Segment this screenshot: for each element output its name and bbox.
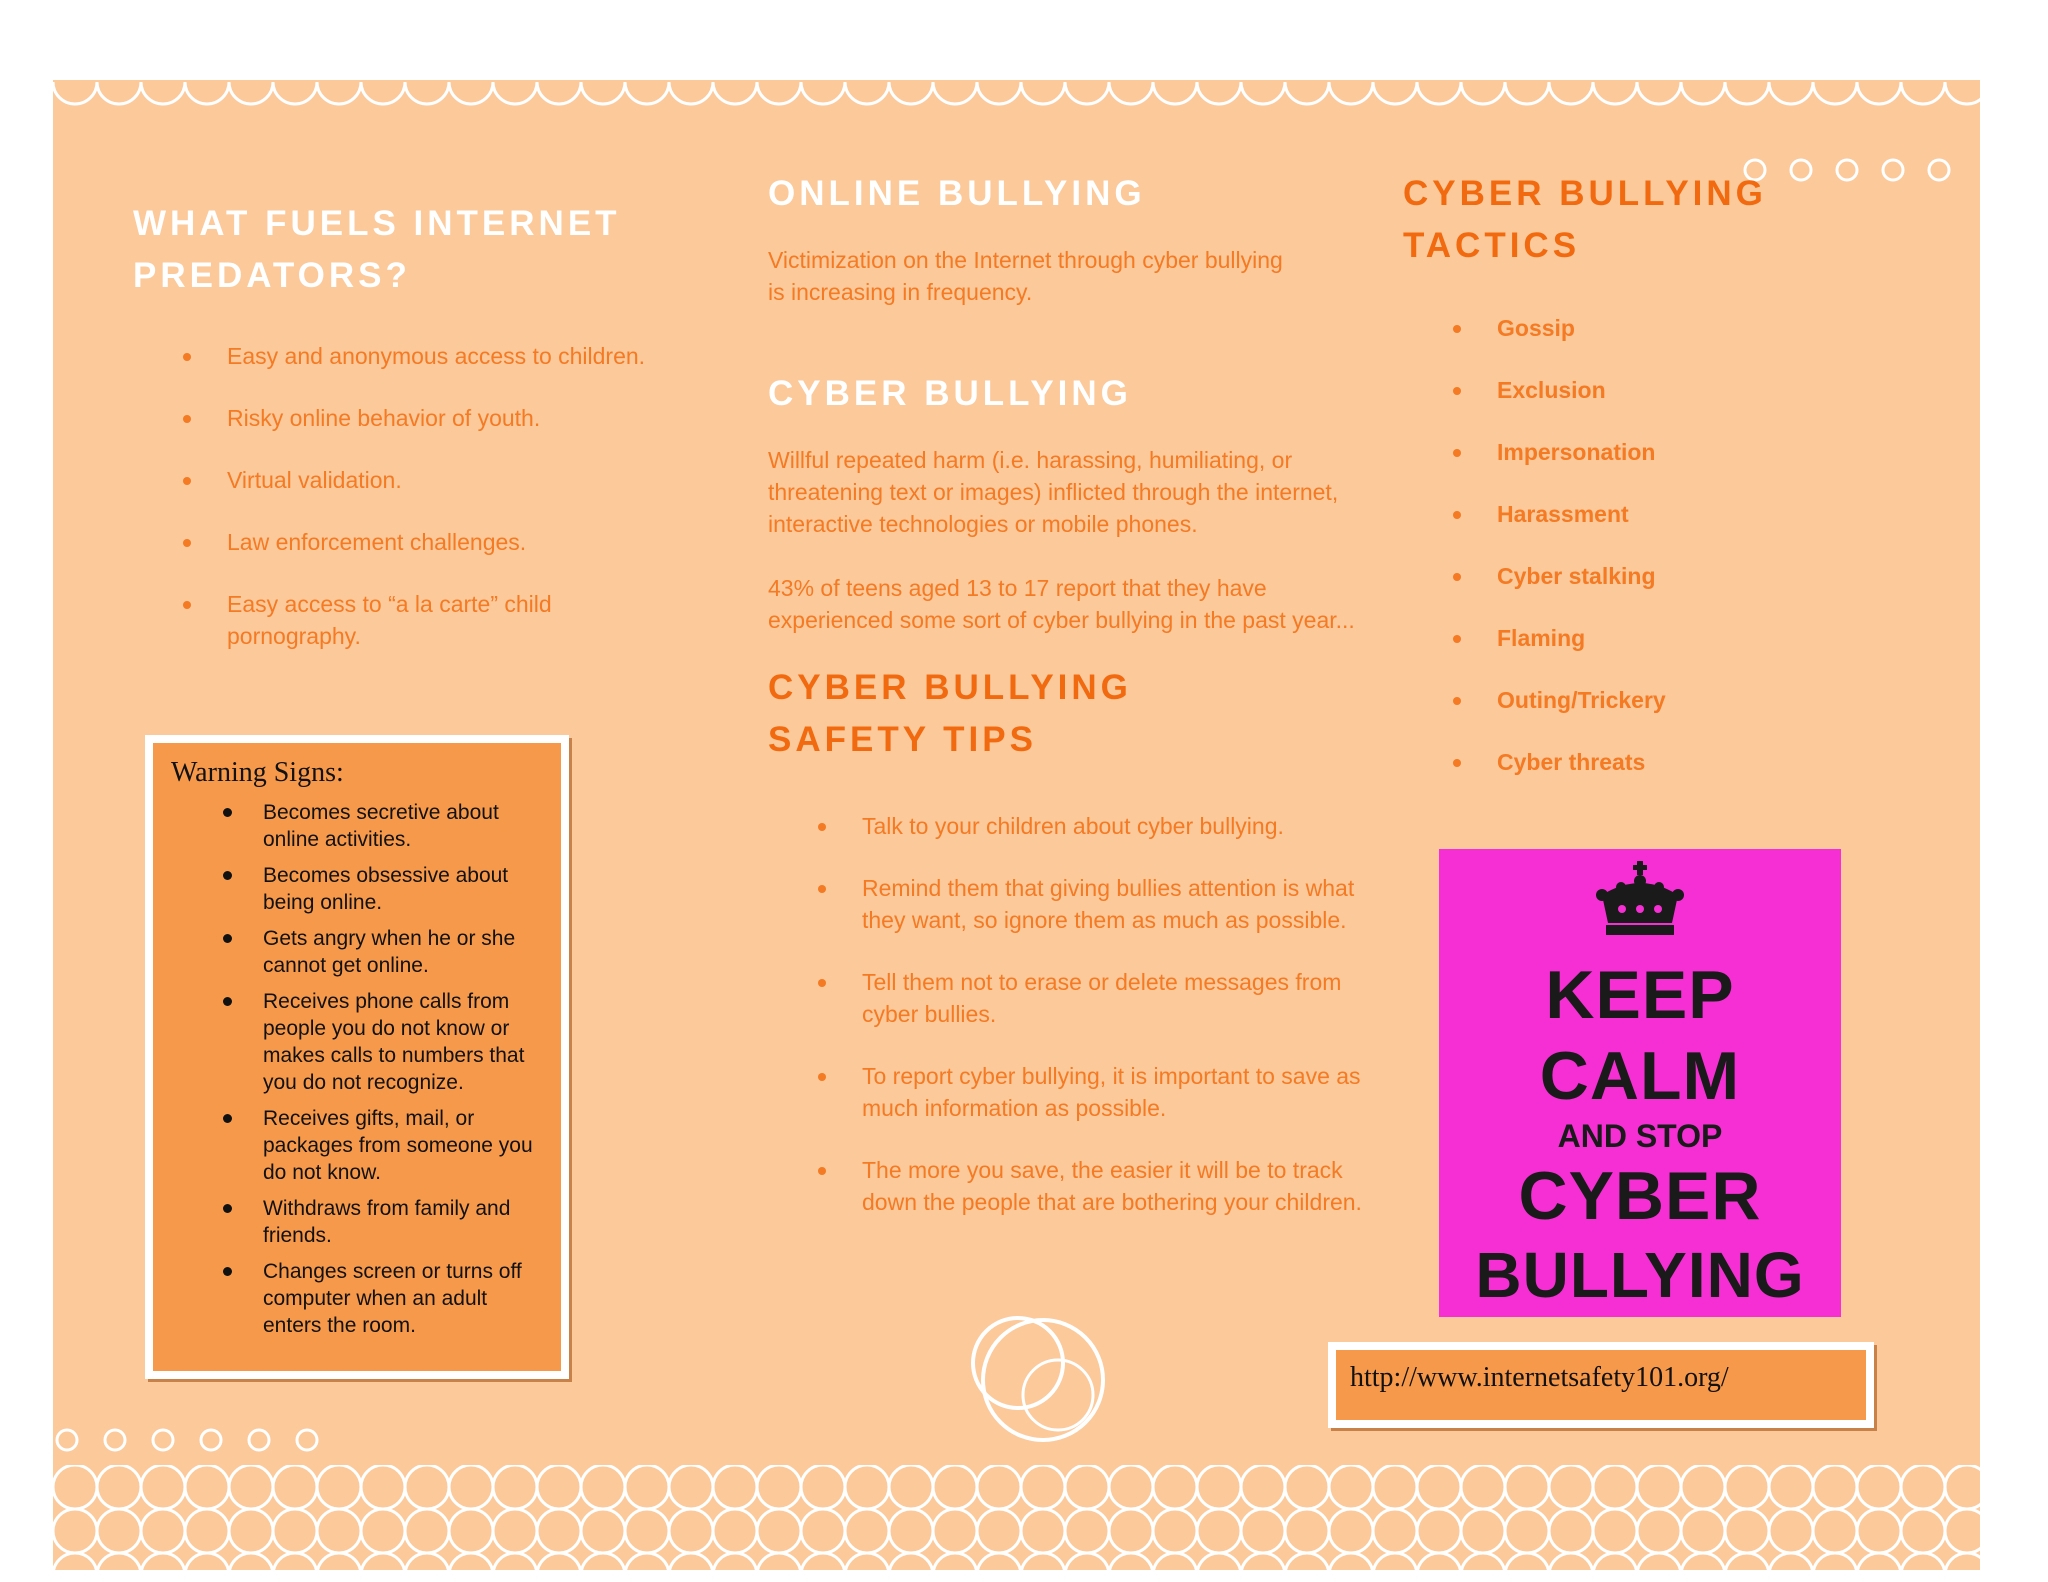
heading-line-2: PREDATORS? [133, 256, 411, 295]
heading-cyber-bullying: CYBER BULLYING [768, 374, 1132, 413]
warning-signs-list [153, 799, 561, 1339]
list-item: To report cyber bullying, it is important to save as much information as possible. [768, 1060, 1368, 1124]
predator-factors-list [133, 340, 693, 652]
middle-column [768, 168, 1368, 1248]
heading-line-1: CYBER BULLYING [768, 668, 1132, 707]
heading-line-2: SAFETY TIPS [768, 720, 1037, 759]
poster-line-calm: CALM [1539, 1038, 1741, 1114]
cyber-bullying-statistic: 43% of teens aged 13 to 17 report that they have experienced some sort of cyber bullying in the past year... [768, 575, 1355, 633]
heading-tactics [1403, 168, 1963, 272]
list-item: Receives phone calls from people you do not know or makes calls to numbers that you do not recognize. [153, 988, 561, 1096]
right-column [1403, 168, 1963, 808]
list-item: Changes screen or turns off computer when an adult enters the room. [153, 1258, 561, 1339]
resource-url-box [1328, 1342, 1874, 1428]
list-item: Outing/Trickery [1403, 684, 1963, 716]
tactics-list [1403, 312, 1963, 778]
keep-calm-poster [1439, 849, 1841, 1317]
list-item: Risky online behavior of youth. [133, 402, 693, 434]
list-item: Tell them not to erase or delete messages from cyber bullies. [768, 966, 1368, 1030]
list-item: Impersonation [1403, 436, 1963, 468]
left-column [133, 198, 693, 682]
list-item: Law enforcement challenges. [133, 526, 693, 558]
list-item: Receives gifts, mail, or packages from someone you do not know. [153, 1105, 561, 1186]
scallop-border-bottom [53, 1465, 1980, 1570]
decorative-rings [948, 1295, 1108, 1455]
list-item: Talk to your children about cyber bullying. [768, 810, 1368, 842]
list-item: Becomes obsessive about being online. [153, 862, 561, 916]
heading-safety-tips [768, 662, 1368, 766]
list-item: The more you save, the easier it will be to track down the people that are bothering your children. [768, 1154, 1368, 1218]
warning-signs-box [145, 735, 569, 1379]
heading-line-1: CYBER BULLYING [1403, 174, 1767, 213]
heading-online-bullying: ONLINE BULLYING [768, 174, 1146, 213]
crown-icon [1592, 861, 1688, 941]
resource-url: http://www.internetsafety101.org/ [1350, 1362, 1729, 1393]
list-item: Cyber stalking [1403, 560, 1963, 592]
list-item: Flaming [1403, 622, 1963, 654]
heading-what-fuels [133, 198, 693, 302]
heading-line-2: TACTICS [1403, 226, 1581, 265]
brochure-page [53, 80, 1980, 1570]
cyber-bullying-definition: Willful repeated harm (i.e. harassing, humiliating, or threatening text or images) inflicted through the internet, interactive technologies or mobile phones. [768, 447, 1339, 537]
list-item: Easy and anonymous access to children. [133, 340, 693, 372]
list-item: Harassment [1403, 498, 1963, 530]
poster-line-cyber: CYBER [1518, 1158, 1762, 1234]
poster-line-bullying: BULLYING [1475, 1239, 1805, 1311]
list-item: Remind them that giving bullies attention is what they want, so ignore them as much as possible. [768, 872, 1368, 936]
warning-signs-title: Warning Signs: [171, 757, 344, 788]
list-item: Withdraws from family and friends. [153, 1195, 561, 1249]
list-item: Gossip [1403, 312, 1963, 344]
list-item: Exclusion [1403, 374, 1963, 406]
list-item: Becomes secretive about online activities. [153, 799, 561, 853]
list-item: Easy access to “a la carte” child pornography. [133, 588, 693, 652]
poster-line-keep: KEEP [1545, 957, 1735, 1033]
online-bullying-text: Victimization on the Internet through cyber bullying is increasing in frequency. [768, 247, 1283, 305]
list-item: Virtual validation. [133, 464, 693, 496]
list-item: Gets angry when he or she cannot get online. [153, 925, 561, 979]
poster-line-and-stop: AND STOP [1557, 1118, 1723, 1154]
list-item: Cyber threats [1403, 746, 1963, 778]
decorative-dots-bottom-left [53, 1425, 323, 1455]
scallop-border-top [53, 80, 1980, 120]
heading-line-1: WHAT FUELS INTERNET [133, 204, 621, 243]
safety-tips-list [768, 810, 1368, 1218]
